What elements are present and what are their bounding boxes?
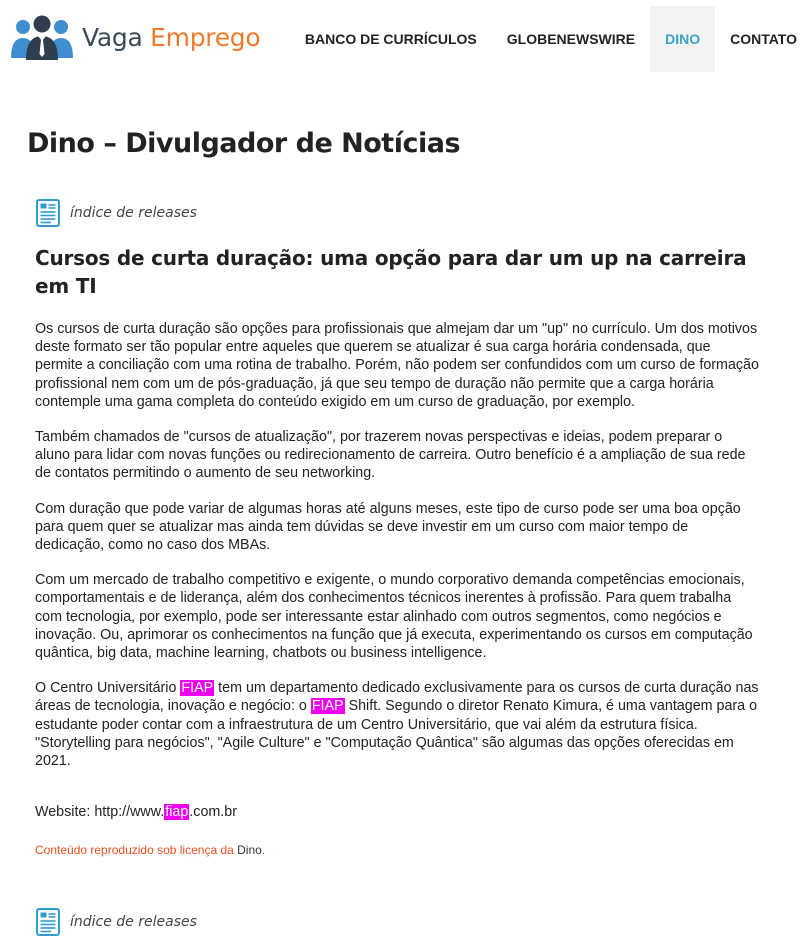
nav-globenewswire[interactable]: GLOBENEWSWIRE xyxy=(506,31,636,47)
nav-dino[interactable]: DINO xyxy=(650,6,715,72)
p5-text-c: Shift. Segundo o diretor Renato Kimura, é uma vantagem para o estudante poder contar com a infraestrutura de um Centro Universitário, que vai além da estrutura física. "Storytelling para negócios", "Agile Culture" e "Computação Quântica" são algumas das opções oferecidas em 2021. xyxy=(35,698,758,770)
license-text: Conteúdo reproduzido sob licença da xyxy=(35,843,238,858)
search-highlight: fiap xyxy=(165,804,189,821)
search-highlight: FIAP xyxy=(181,680,214,697)
releases-index-label: índice de releases xyxy=(70,205,197,221)
license-note xyxy=(35,841,760,859)
site-logo[interactable] xyxy=(10,14,260,60)
releases-index-link-top[interactable] xyxy=(36,198,197,228)
releases-index-label: índice de releases xyxy=(70,914,197,930)
article xyxy=(35,244,760,877)
document-icon xyxy=(36,199,60,227)
license-end: . xyxy=(261,843,266,858)
website-label: Website: xyxy=(35,804,95,821)
website-line xyxy=(35,803,760,821)
logo-text xyxy=(82,23,260,52)
site-header xyxy=(0,0,800,72)
main-nav xyxy=(290,6,800,72)
logo-text-emprego: Emprego xyxy=(150,22,261,52)
article-paragraph-2: Também chamados de "cursos de atualização", por trazerem novas perspectivas e ideias, podem preparar o aluno para lidar com novas funções ou redirecionamento de carreira. Outro benefício é a ampliação de sua rede de contatos permitindo o aumento de seu networking. xyxy=(35,429,746,482)
license-source-link[interactable]: Dino xyxy=(237,843,262,858)
article-paragraph-5 xyxy=(35,679,760,770)
nav-contato[interactable]: CONTATO xyxy=(730,31,797,47)
people-group-icon xyxy=(10,14,74,60)
document-icon xyxy=(36,908,60,936)
article-paragraph-3: Com duração que pode variar de algumas horas até alguns meses, este tipo de curso pode ser uma boa opção para quem quer se atualizar mas ainda tem dúvidas se deve investir em um curso com maior tempo de dedicação, como no caso dos MBAs. xyxy=(35,500,741,554)
page-title: Dino – Divulgador de Notícias xyxy=(27,128,461,159)
nav-banco-de-curriculos[interactable]: BANCO DE CURRÍCULOS xyxy=(304,31,477,47)
p5-text-b: tem um departamento dedicado exclusivamente para os cursos de curta duração nas áreas de tecnologia, inovação e negócio: o xyxy=(35,680,759,715)
article-title: Cursos de curta duração: uma opção para dar um up na carreira em TI xyxy=(35,246,747,298)
releases-index-link-bottom[interactable] xyxy=(36,907,197,937)
website-link[interactable] xyxy=(94,804,237,820)
search-highlight: FIAP xyxy=(311,698,344,715)
website-url-part: http://www. xyxy=(94,804,165,821)
article-paragraph-4: Com um mercado de trabalho competitivo e exigente, o mundo corporativo demanda competências emocionais, comportamentais e de liderança, além dos conhecimentos técnicos inerentes à profissão. Para quem trabalha com tecnologia, por exemplo, pode ser interessante estar alinhado com outros segmentos, como negócios e inovação. Ou, aprimorar os conhecimentos na função que já executa, experimentando os cursos em computação quântica, big data, machine learning, chatbots ou business intelligence. xyxy=(35,572,753,662)
article-paragraph-1: Os cursos de curta duração são opções para profissionais que almejam dar um "up" no currículo. Um dos motivos deste formato ser tão popular entre aqueles que querem se atualizar é sua carga horária condensada, que permite a conciliação com uma rotina de trabalho. Porém, não podem ser confundidos com um curso de formação profissional nem com um de pós-graduação, já que seu tempo de duração não permite que a carga horária contemple uma gama completa do conteúdo exigido em um curso de graduação, por exemplo. xyxy=(35,321,759,410)
p5-text-a: O Centro Universitário xyxy=(35,680,181,697)
website-url-part: .com.br xyxy=(189,804,237,821)
logo-text-vaga: Vaga xyxy=(82,22,143,52)
